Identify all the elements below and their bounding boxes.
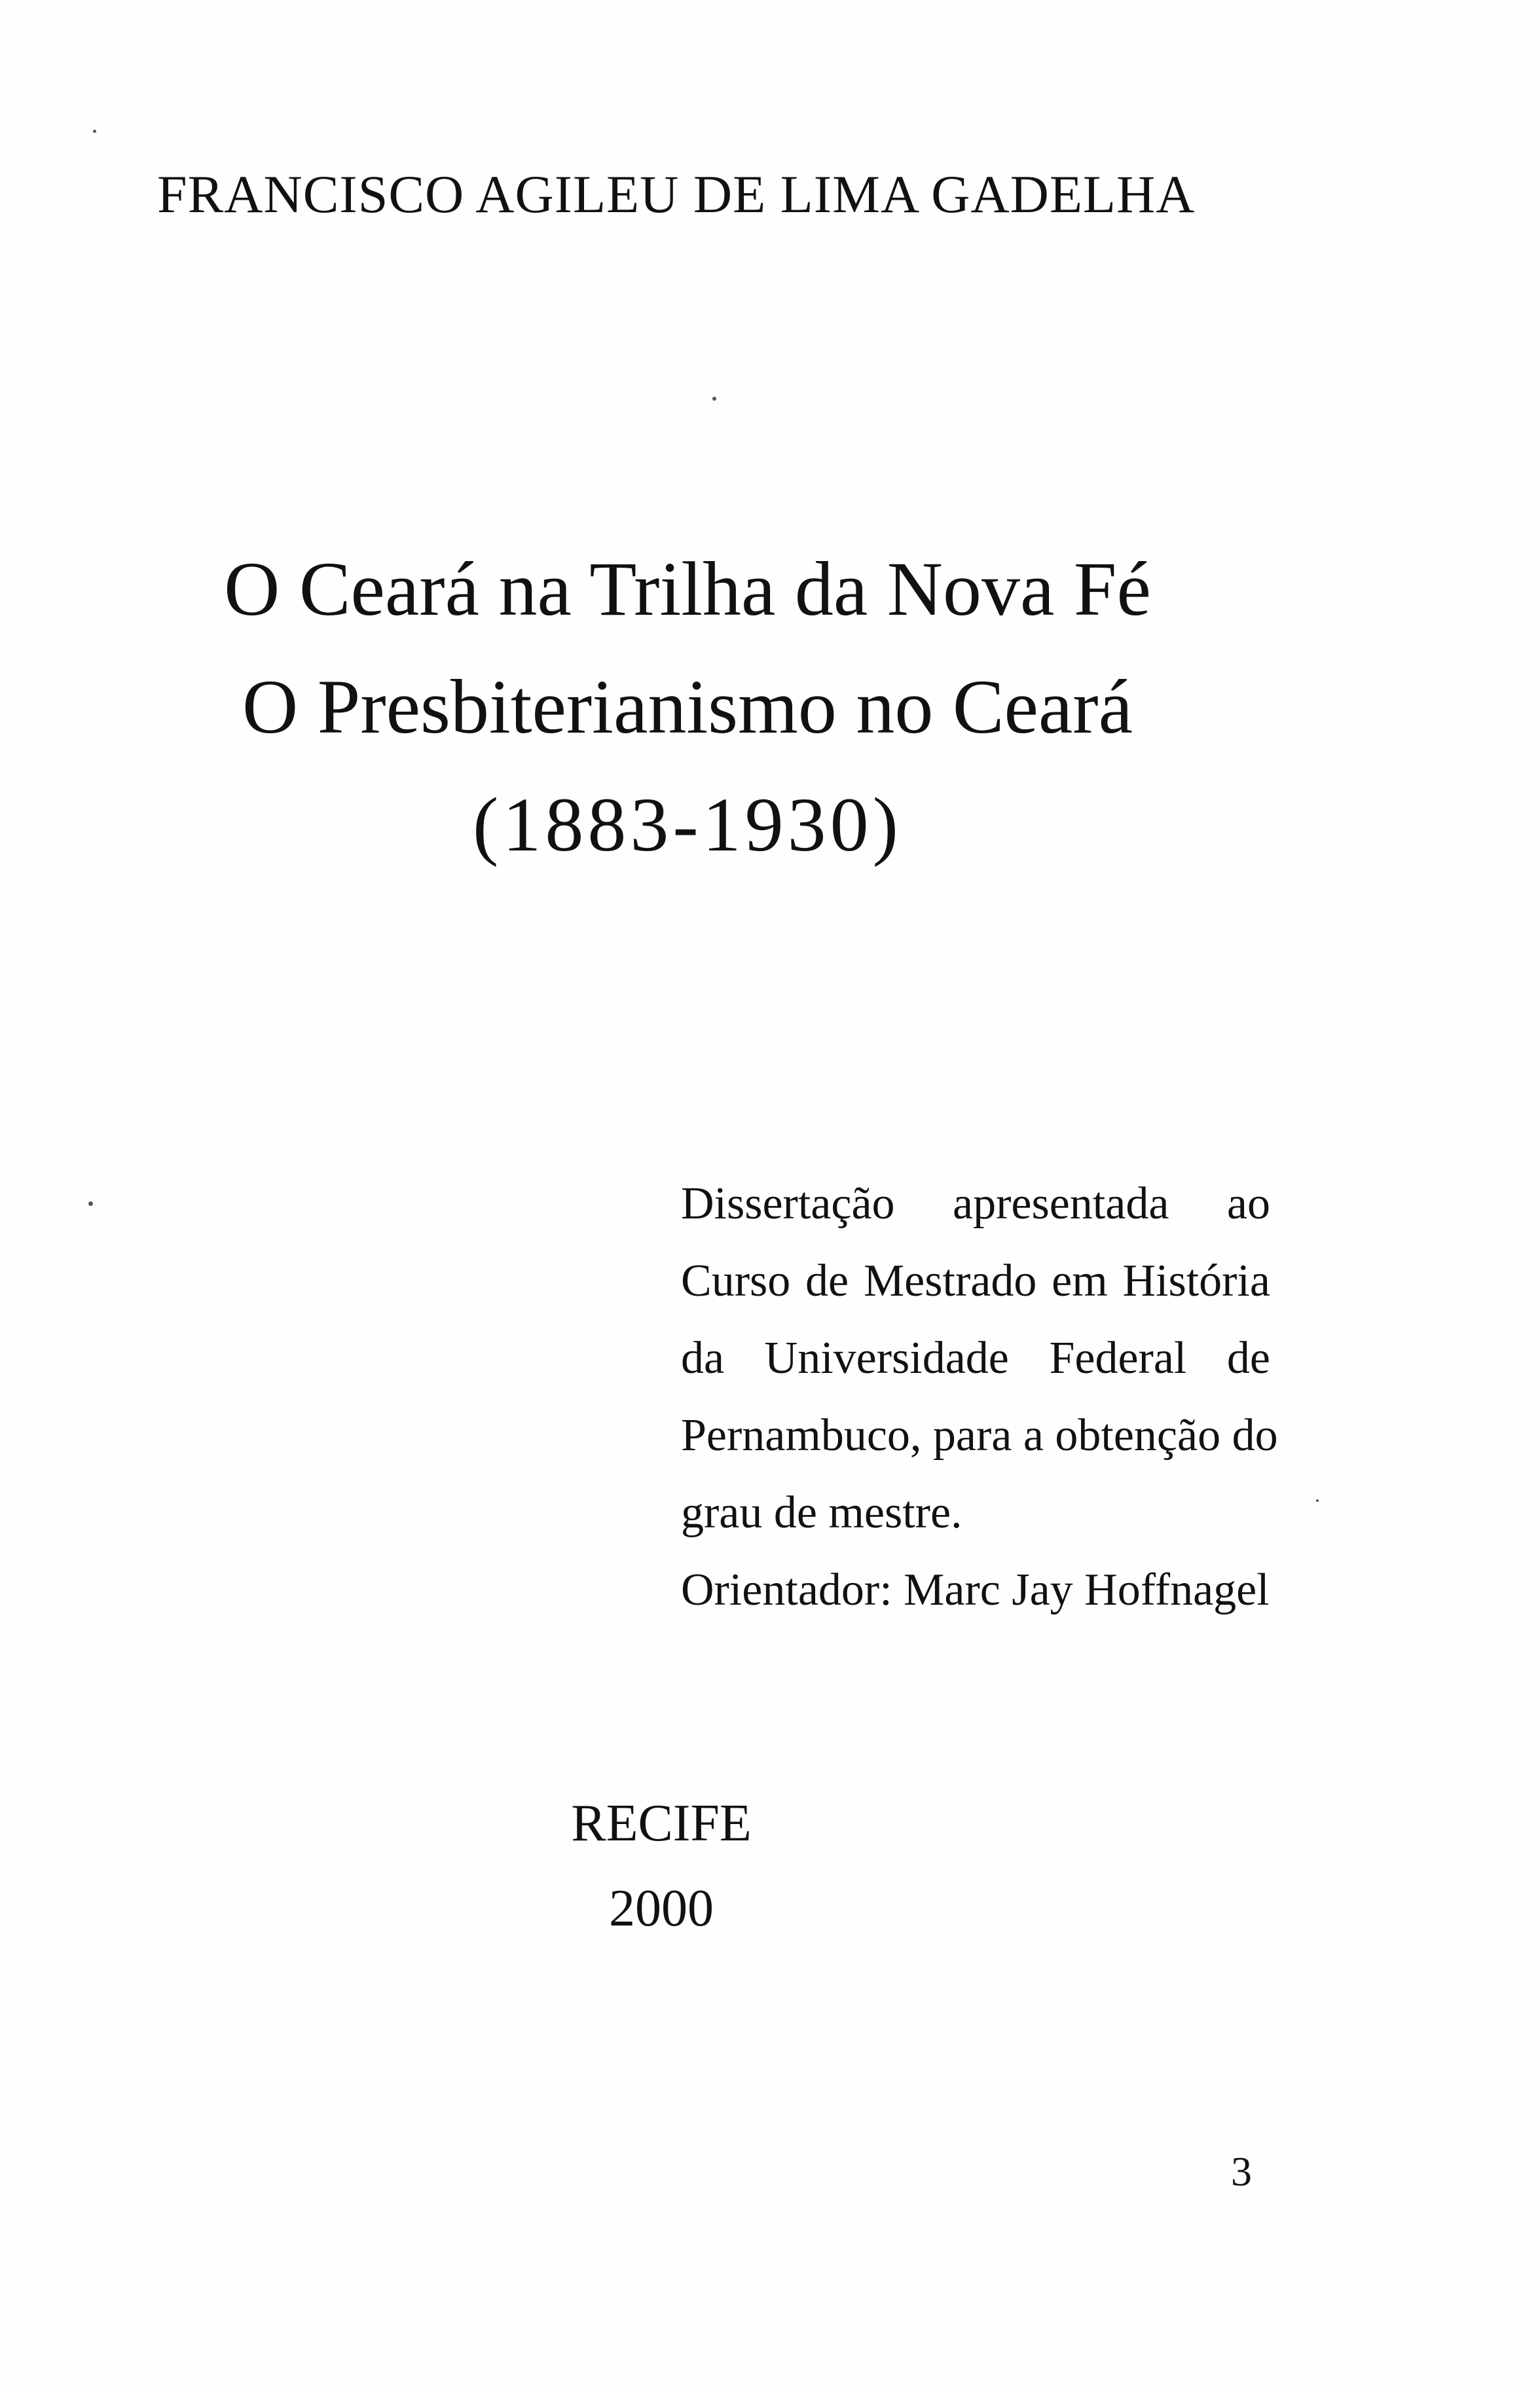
page-number: 3 bbox=[1231, 2148, 1252, 2195]
scan-speck bbox=[88, 1201, 93, 1206]
title-line-1: O Ceará na Trilha da Nova Fé bbox=[224, 546, 1151, 632]
author-name: FRANCISCO AGILEU DE LIMA GADELHA bbox=[157, 164, 1196, 224]
statement-line-4: Pernambuco, para a obtenção do bbox=[681, 1410, 1278, 1461]
dissertation-statement bbox=[681, 1165, 1278, 1629]
advisor-line: Orientador: Marc Jay Hoffnagel bbox=[681, 1565, 1270, 1615]
year: 2000 bbox=[609, 1880, 714, 1937]
statement-line-2: Curso de Mestrado em História bbox=[681, 1256, 1270, 1306]
thesis-title bbox=[196, 530, 1179, 884]
scan-speck bbox=[93, 130, 96, 133]
statement-line-3: da Universidade Federal de bbox=[681, 1333, 1270, 1383]
title-line-3: (1883-1930) bbox=[473, 782, 902, 867]
place: RECIFE bbox=[571, 1795, 752, 1852]
place-and-year bbox=[537, 1781, 786, 1951]
scan-speck bbox=[712, 397, 716, 401]
statement-line-5: grau de mestre. bbox=[681, 1488, 962, 1538]
title-line-2: O Presbiterianismo no Ceará bbox=[242, 664, 1133, 750]
statement-line-1: Dissertação apresentada ao bbox=[681, 1178, 1270, 1229]
scan-speck bbox=[1316, 1499, 1319, 1502]
